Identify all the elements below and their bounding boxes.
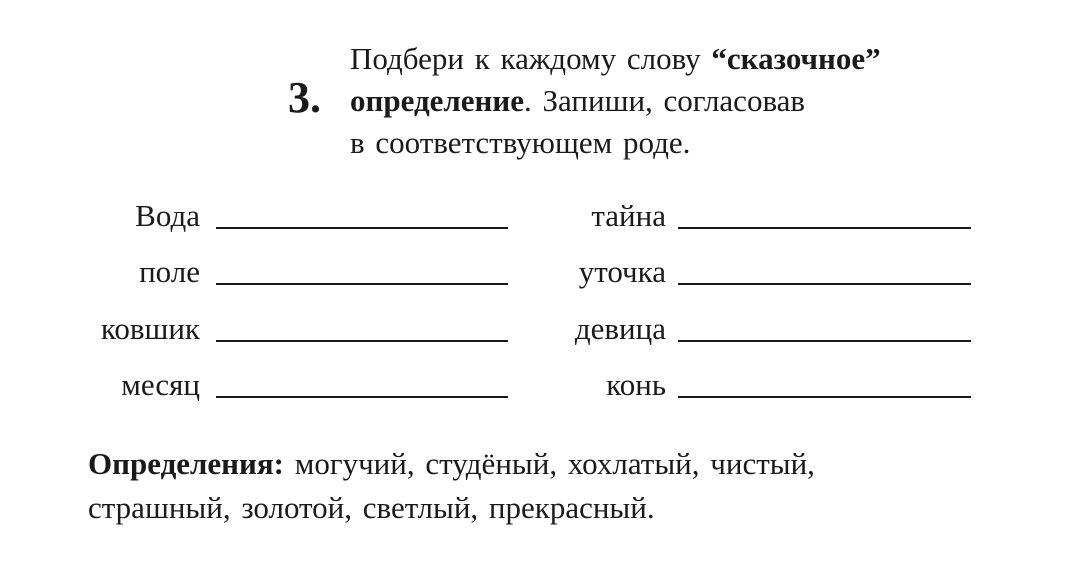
instruction-line-3: в соответствующем роде.: [350, 125, 691, 160]
answer-blank[interactable]: [216, 340, 508, 342]
definitions-text: могучий, студёный, хохлатый, чистый,: [283, 446, 815, 481]
answer-blank[interactable]: [216, 227, 508, 229]
word-right: тайна: [591, 198, 666, 233]
definitions-line-2: страшный, золотой, светлый, прекрасный.: [88, 490, 655, 525]
instruction-bold-term: определение: [350, 83, 525, 118]
definitions-block: [88, 442, 988, 530]
word-right: девица: [574, 311, 666, 346]
answer-blank[interactable]: [216, 283, 508, 285]
definitions-label: Определения:: [88, 446, 284, 481]
instruction-text: Подбери к каждому слову: [350, 41, 712, 76]
instruction-bold-term: “сказочное”: [711, 41, 881, 76]
word-left: месяц: [121, 367, 200, 402]
word-left: поле: [139, 254, 200, 289]
task-instructions: [350, 38, 990, 164]
answer-blank[interactable]: [678, 340, 971, 342]
instruction-text: . Запиши, согласовав: [524, 83, 806, 118]
answer-blank[interactable]: [678, 227, 971, 229]
word-left: Вода: [135, 198, 200, 233]
answer-blank[interactable]: [678, 283, 971, 285]
word-right: конь: [606, 367, 666, 402]
instruction-line-1: [350, 38, 990, 80]
task-number: 3.: [288, 73, 321, 122]
instruction-line-2: [350, 80, 990, 122]
word-right: уточка: [578, 254, 666, 289]
answer-blank[interactable]: [678, 396, 971, 398]
definitions-line-1: [88, 442, 988, 486]
word-left: ковшик: [100, 311, 200, 346]
answer-blank[interactable]: [216, 396, 508, 398]
